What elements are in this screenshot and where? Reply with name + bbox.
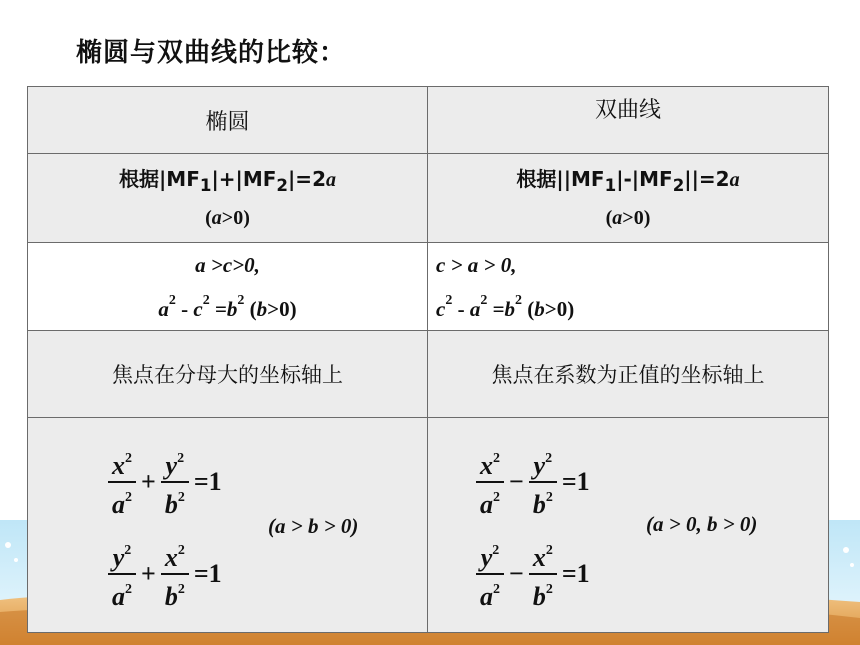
foci-ellipse: 焦点在分母大的坐标轴上	[28, 331, 428, 418]
definition-ellipse: 根据$|MF_1|+|MF_2|=2a$ (a>0)	[28, 154, 428, 243]
equations-hyperbola	[428, 418, 829, 633]
hyperbola-equation-x-axis: $\frac{x^2}{a^2}$ − $\frac{y^2}{b^2}$ =1	[474, 444, 593, 520]
table-row-foci	[28, 331, 829, 418]
definition-hyperbola: 根据$||MF_1|-|MF_2||=2a$ (a>0)	[428, 154, 829, 243]
ellipse-condition: (a > b > 0)	[268, 514, 359, 538]
hyperbola-equation-y-axis: $\frac{y^2}{a^2}$ − $\frac{x^2}{b^2}$ =1	[474, 536, 593, 612]
table-row-definition	[28, 154, 829, 243]
foci-hyperbola: 焦点在系数为正值的坐标轴上	[428, 331, 829, 418]
relation-ellipse: a >c>0, $a^2 - c^2 =b^2$ (b>0)	[28, 243, 428, 331]
header-hyperbola: 双曲线	[428, 87, 829, 154]
slide-title: 椭圆与双曲线的比较：	[76, 38, 347, 68]
table-row-abc-relation	[28, 243, 829, 331]
equations-ellipse	[28, 418, 428, 633]
hyperbola-condition: (a > 0, b > 0)	[646, 512, 758, 536]
ellipse-equation-x-axis: $\frac{x^2}{a^2}$ + $\frac{y^2}{b^2}$ =1	[106, 444, 225, 520]
table-row-header	[28, 87, 829, 154]
ellipse-equation-y-axis: $\frac{y^2}{a^2}$ + $\frac{x^2}{b^2}$ =1	[106, 536, 225, 612]
table-row-equations	[28, 418, 829, 633]
comparison-table	[27, 86, 829, 633]
relation-hyperbola: c > a > 0, $c^2 - a^2 =b^2$ (b>0)	[428, 243, 829, 331]
header-ellipse: 椭圆	[28, 87, 428, 154]
